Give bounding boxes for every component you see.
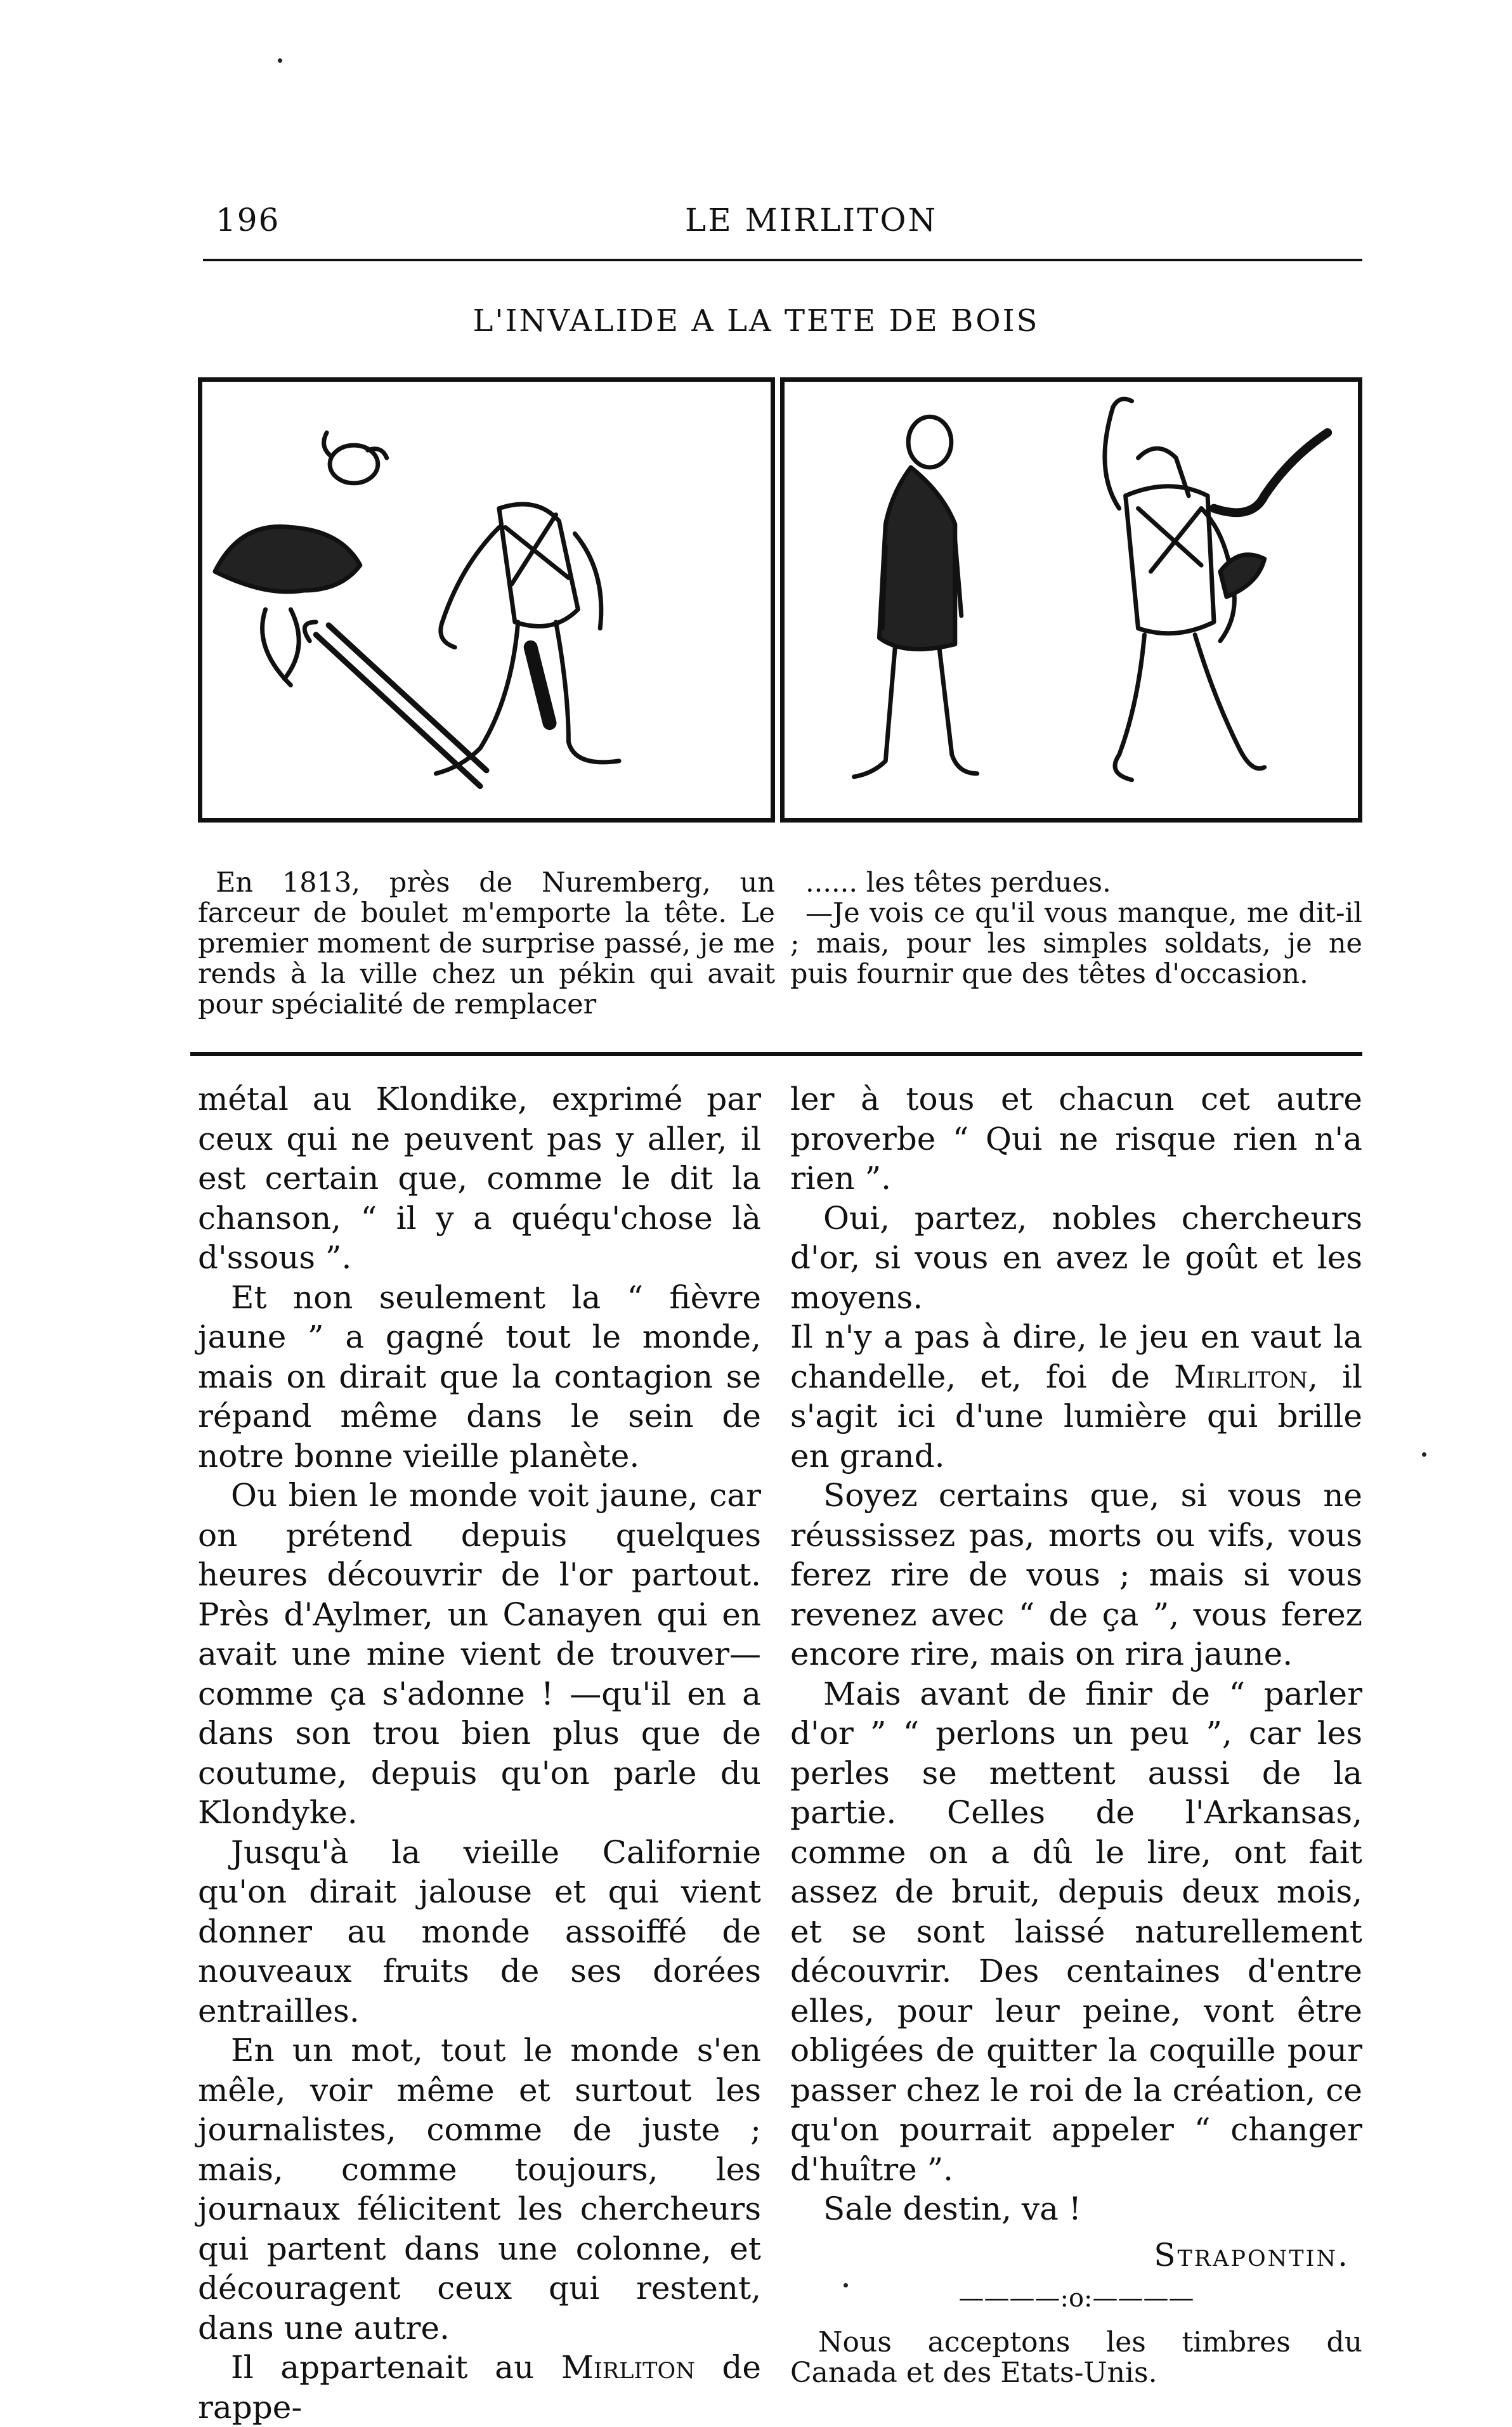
- paragraph: Jusqu'à la vieille Californie qu'on dirait jalouse et qui vient donner au monde assoiffé de nouveaux fruits de ses dorées entrailles.: [198, 1833, 761, 2029]
- paragraph: Oui, partez, nobles chercheurs d'or, si vous en avez le goût et les moyens.: [790, 1199, 1362, 1316]
- section-rule: [190, 1052, 1362, 1056]
- mirliton-name: Mirliton: [561, 2349, 695, 2386]
- article-title: L'INVALIDE A LA TETE DE BOIS: [472, 303, 1040, 339]
- page-number: 196: [216, 202, 280, 238]
- text-column-left: [198, 1079, 761, 2427]
- paragraph: [790, 1317, 1362, 1476]
- illustration-panel-right: [780, 377, 1362, 823]
- text-run: , il s'agit ici d'une lumière qui brille en grand.: [790, 1358, 1362, 1474]
- illustration-drawing-left: [202, 382, 771, 818]
- caption-right-line: ...... les têtes perdues.: [805, 867, 1111, 899]
- print-speck: [844, 2283, 848, 2287]
- paragraph: Et non seulement la “ fièvre jaune ” a gagné tout le monde, mais on dirait que la contagion se répand même dans le sein de notre bonne vieille planète.: [198, 1279, 761, 1474]
- paragraph: Sale destin, va !: [823, 2190, 1081, 2227]
- illustration-drawing-right: [785, 382, 1358, 818]
- paragraph: Ou bien le monde voit jaune, car on prétend depuis quelques heures découvrir de l'or partout. Près d'Aylmer, un Canayen qui en avait une mine vient de trouver—comme ça s'adonne ! —qu'il en a dans son trou bien plus que de coutume, depuis qu'on parle du Klondyke.: [198, 1477, 761, 1831]
- running-title: LE MIRLITON: [685, 202, 938, 238]
- footnote: Nous acceptons les timbres du Canada et des Etats-Unis.: [790, 2326, 1362, 2389]
- text-column-right: [790, 1079, 1362, 2388]
- text-run: Il appartenait au: [231, 2349, 561, 2386]
- paragraph: [198, 2348, 761, 2427]
- text-run: Il n'y a pas à dire, le jeu en vaut la chandelle, et, foi de: [790, 1318, 1362, 1395]
- paragraph: ler à tous et chacun cet autre proverbe “ Qui ne risque rien n'a rien ”.: [790, 1081, 1362, 1197]
- signature: Strapontin.: [1154, 2236, 1350, 2274]
- mirliton-name: Mirliton: [1174, 1358, 1308, 1395]
- print-speck: [1422, 1452, 1426, 1457]
- header-rule: [203, 259, 1362, 261]
- paragraph: Mais avant de finir de “ parler d'or ” “ perlons un peu ”, car les perles se mettent aussi de la partie. Celles de l'Arkansas, comme on a dû le lire, ont fait assez de bruit, depuis deux mois, et se sont laissé naturellement découvrir. Des centaines d'entre elles, pour leur peine, vont être obligées de quitter la coquille pour passer chez le roi de la création, ce qu'on pourrait appeler “ changer d'huître ”.: [790, 1675, 1362, 2188]
- paragraph: métal au Klondike, exprimé par ceux qui ne peuvent pas y aller, il est certain que, comme le dit la chanson, “ il y a quéqu'chose là d'ssous ”.: [198, 1081, 761, 1276]
- text-run: de rappe-: [198, 2349, 761, 2426]
- illustration-panel-left: [198, 377, 775, 823]
- separator: ————:o:————: [958, 2284, 1194, 2313]
- caption-right: [790, 868, 1362, 989]
- paragraph: Soyez certains que, si vous ne réussissez pas, morts ou vifs, vous ferez rire de vous ; mais si vous revenez avec “ de ça ”, vous ferez encore rire, mais on rira jaune.: [790, 1477, 1362, 1672]
- caption-left: [198, 868, 775, 1020]
- caption-left-text: En 1813, près de Nuremberg, un farceur de boulet m'emporte la tête. Le premier moment de surprise passé, je me rends à la ville chez un pékin qui avait pour spécialité de remplacer: [198, 867, 775, 1020]
- caption-right-text: —Je vois ce qu'il vous manque, me dit-il ; mais, pour les simples soldats, je ne puis fournir que des têtes d'occasion.: [790, 897, 1362, 990]
- print-speck: [278, 58, 282, 63]
- paragraph: En un mot, tout le monde s'en mêle, voir même et surtout les journalistes, comme de juste ; mais, comme toujours, les journaux félicitent les chercheurs qui partent dans une colonne, et découragent ceux qui restent, dans une autre.: [198, 2032, 761, 2346]
